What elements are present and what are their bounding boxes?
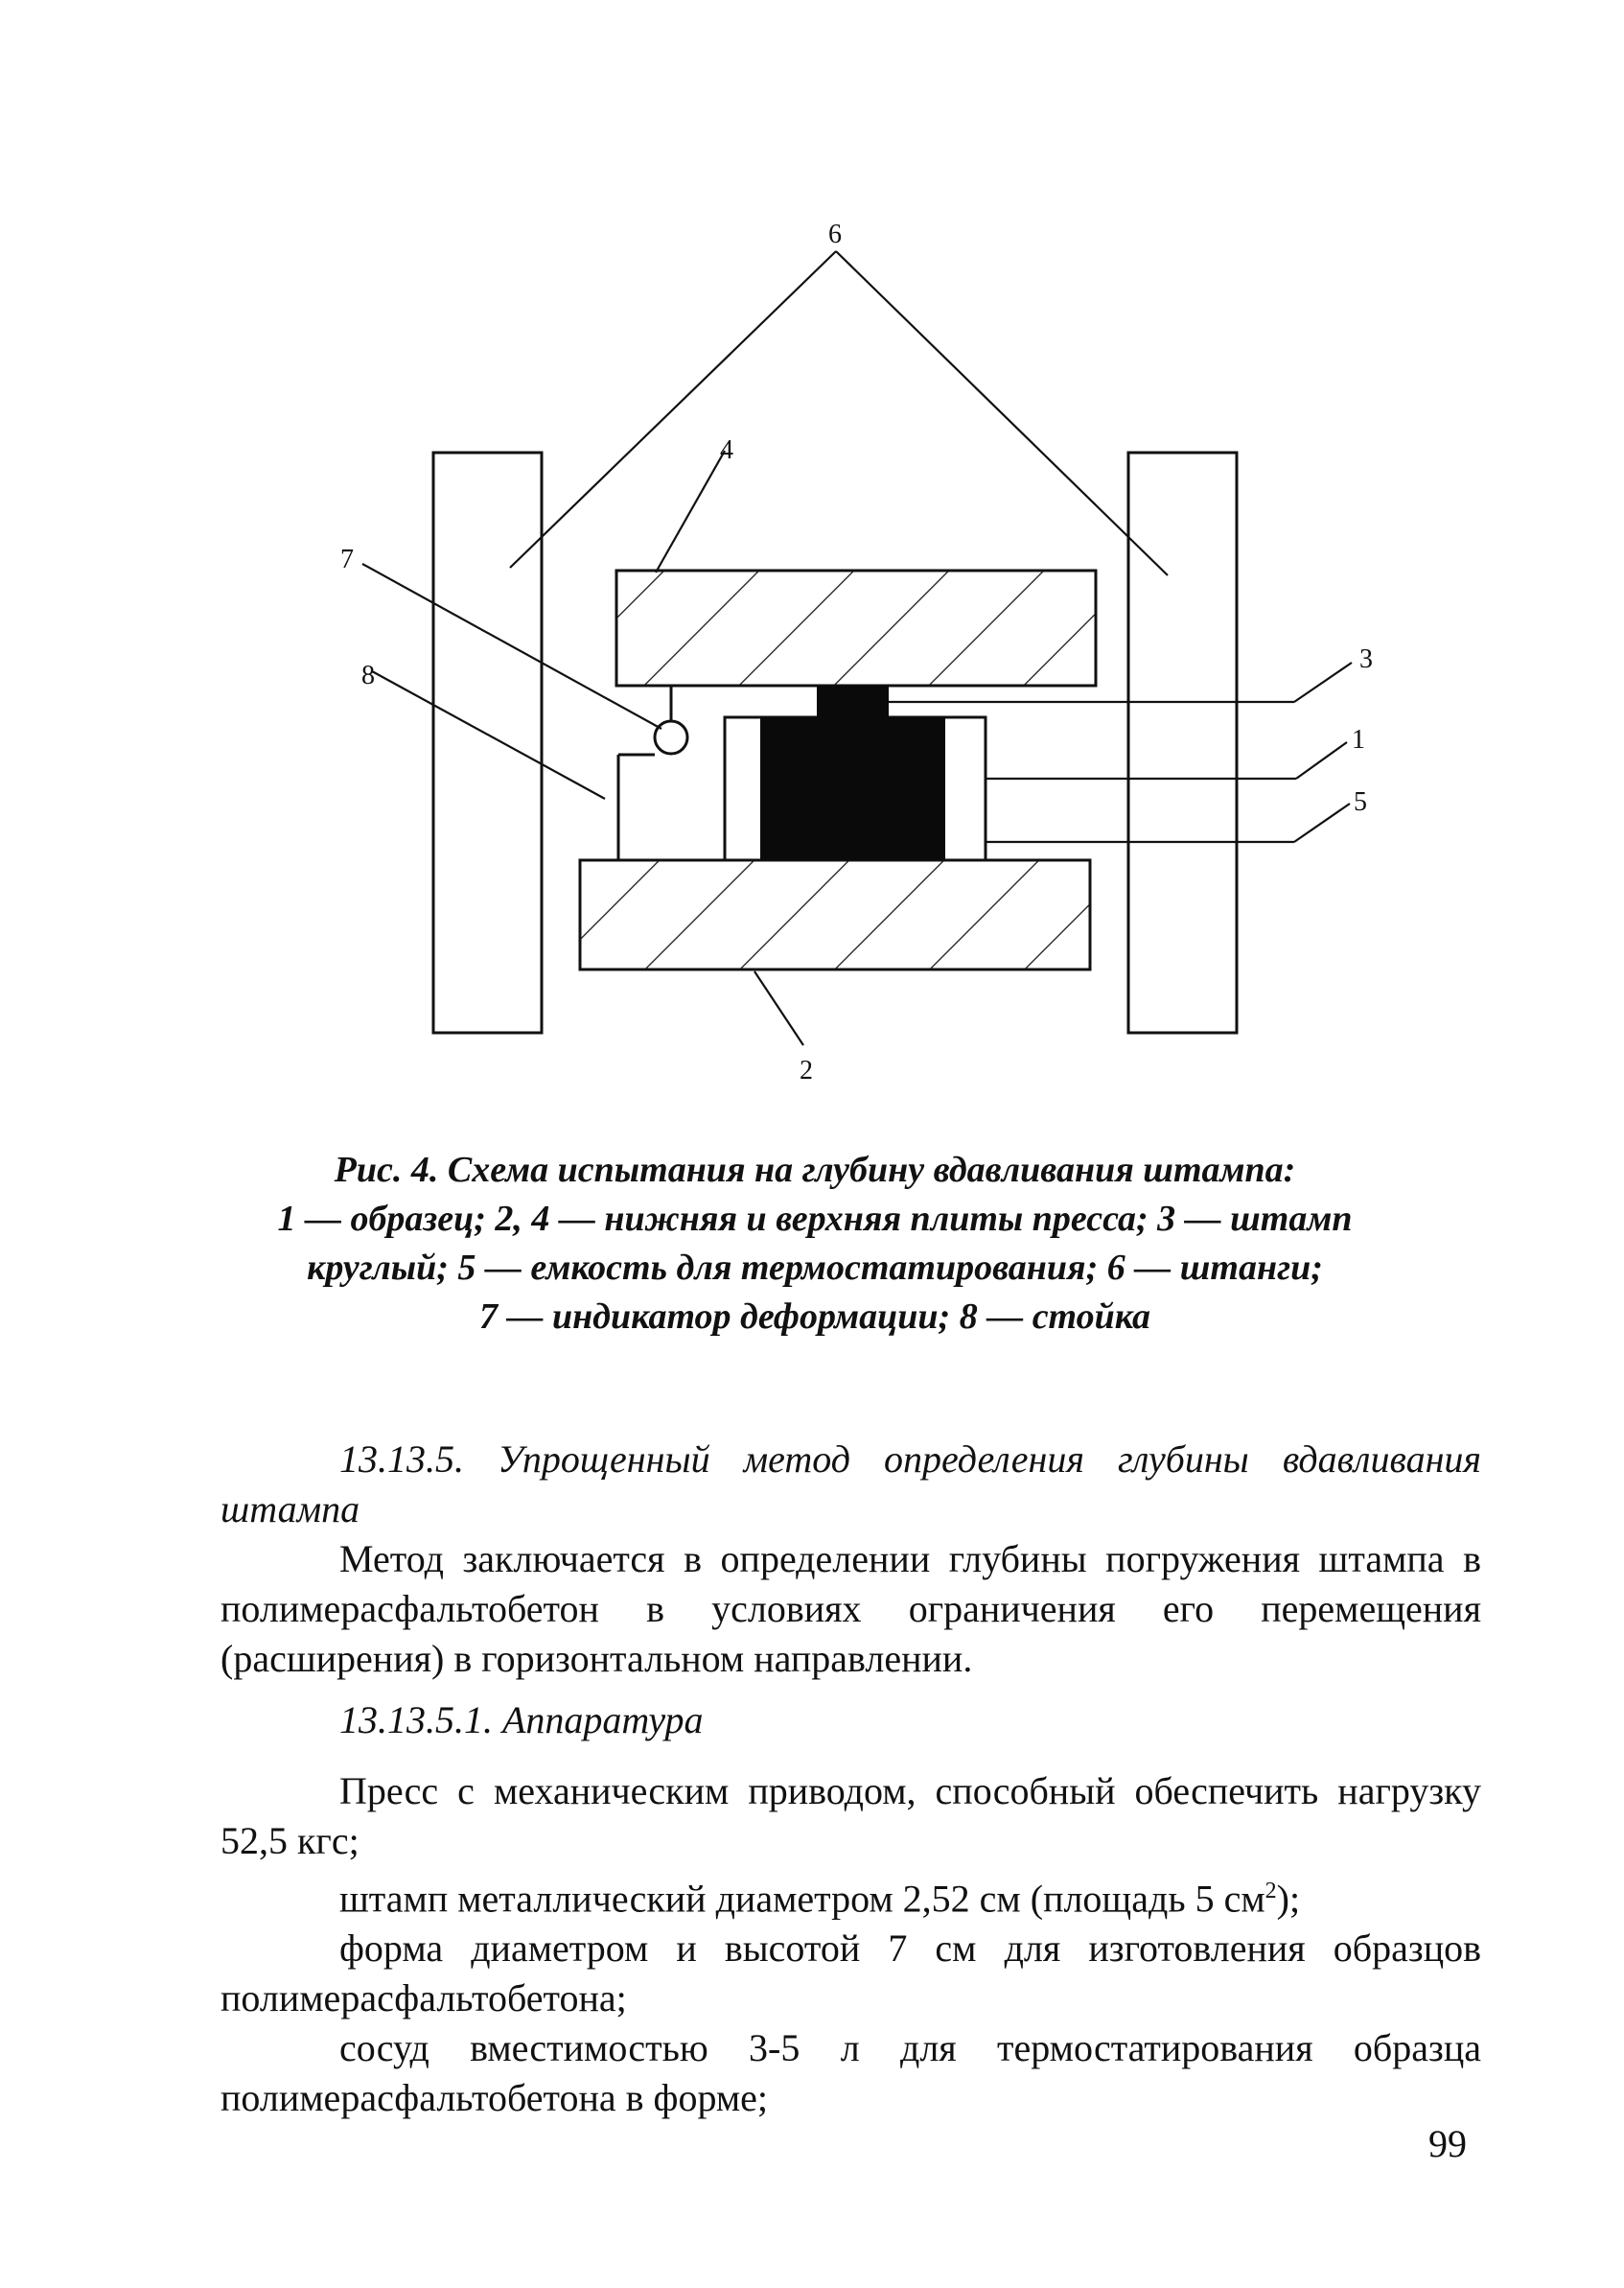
- caption-line-2: 1 — образец; 2, 4 — нижняя и верхняя плиты пресса; 3 — штамп: [277, 1199, 1353, 1239]
- section-heading: [220, 1435, 1481, 1534]
- squared-superscript: 2: [1264, 1879, 1277, 1903]
- round-punch: [817, 686, 889, 719]
- equipment-item-2: [220, 1866, 1481, 1924]
- section-title: Упрощенный метод определения глубины вдавливания штампа: [220, 1437, 1482, 1530]
- section-paragraph: Метод заключается в определении глубины погружения штампа в полимерасфальтобетон в условиях ограничения его перемещения (расширения) в горизонтальном направлении.: [220, 1537, 1481, 1680]
- press-test-diagram: [0, 0, 1624, 1103]
- section-number: 13.13.5.: [339, 1437, 464, 1481]
- label-8: 8: [361, 661, 375, 690]
- deformation-indicator: [655, 721, 687, 754]
- section-body: [220, 1435, 1481, 2123]
- right-rod: [1128, 453, 1237, 1033]
- lower-plate: [580, 860, 1090, 969]
- equipment-item-3: форма диаметром и высотой 7 см для изготовления образцов полимерасфальтобетона;: [220, 1926, 1481, 2020]
- equipment-item-2-text: штамп металлический диаметром 2,52 см (площадь 5 см: [339, 1877, 1265, 1921]
- figure-caption: [220, 1146, 1409, 1342]
- page-number: 99: [1428, 2122, 1467, 2165]
- label-4: 4: [720, 435, 733, 465]
- label-1: 1: [1352, 725, 1365, 755]
- equipment-item-2-end: );: [1276, 1877, 1301, 1921]
- label-7: 7: [340, 545, 354, 574]
- equipment-item-4: сосуд вместимостью 3-5 л для термостатирования образца полимерасфальтобетона в форме;: [220, 2026, 1481, 2120]
- label-3: 3: [1359, 644, 1373, 674]
- left-rod: [433, 453, 542, 1033]
- label-5: 5: [1354, 787, 1367, 817]
- label-6: 6: [828, 220, 842, 249]
- subsection-heading: 13.13.5.1. Аппаратура: [339, 1698, 704, 1741]
- label-2: 2: [800, 1056, 813, 1086]
- caption-line-3: круглый; 5 — емкость для термостатирования; 6 — штанги;: [307, 1248, 1323, 1288]
- upper-plate: [616, 571, 1096, 686]
- specimen: [760, 717, 945, 860]
- caption-line-1: Рис. 4. Схема испытания на глубину вдавливания штампа:: [334, 1150, 1296, 1190]
- caption-line-4: 7 — индикатор деформации; 8 — стойка: [478, 1296, 1151, 1337]
- equipment-item-1: Пресс с механическим приводом, способный обеспечить нагрузку 52,5 кгс;: [220, 1769, 1481, 1862]
